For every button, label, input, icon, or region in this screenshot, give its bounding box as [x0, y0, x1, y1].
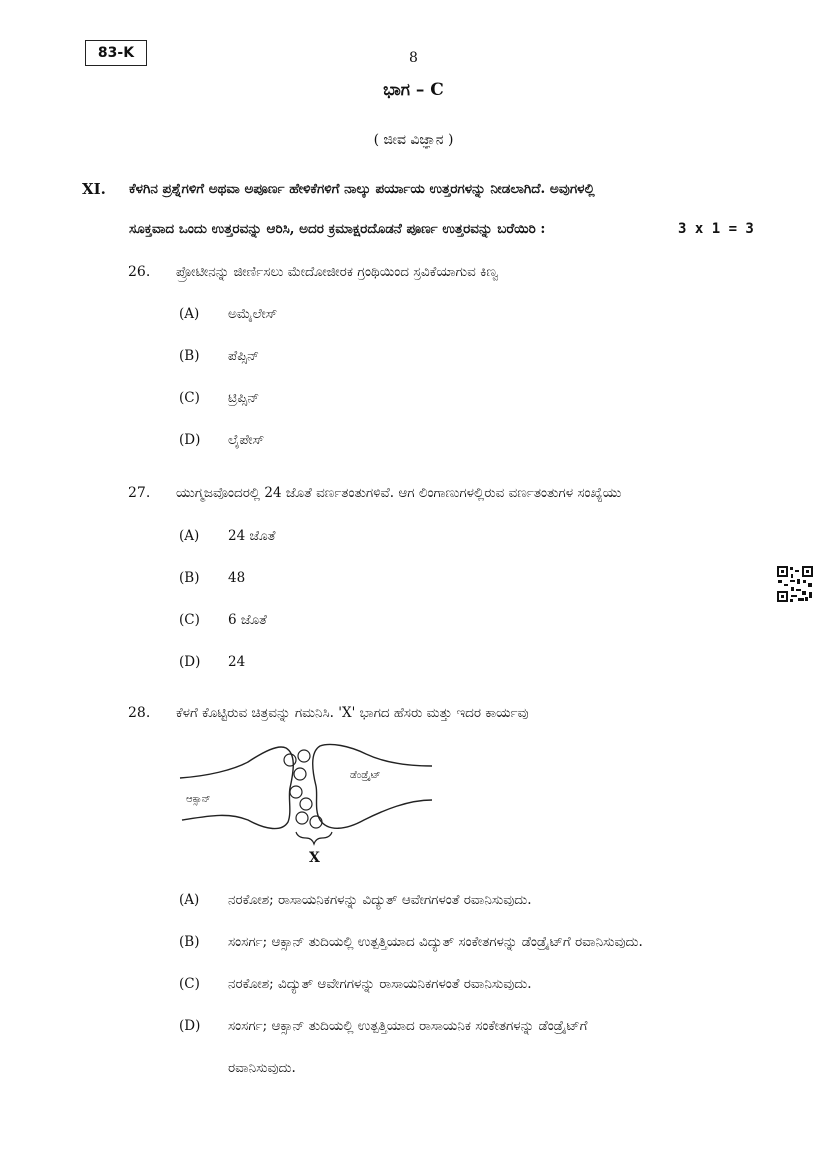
- dendrite-label: ಡೆಂಡ್ರೈಟ್: [350, 770, 381, 781]
- option-text: ಸಂಸರ್ಗ; ಆಕ್ಸಾನ್ ತುದಿಯಲ್ಲಿ ಉತ್ಪತ್ತಿಯಾದ ವಿದ್ಯುತ್ ಸಂಕೇತಗಳನ್ನು ಡೆಂಡ್ರೈಟ್‌ಗೆ ರವಾನಿಸುವುದು.: [228, 934, 643, 950]
- vesicle: [284, 754, 296, 766]
- question-text: ಯುಗ್ಮಜವೊಂದರಲ್ಲಿ 24 ಜೊತೆ ವರ್ಣತಂತುಗಳಿವೆ. ಆಗ ಲಿಂಗಾಣುಗಳಲ್ಲಿರುವ ವರ್ಣತಂತುಗಳ ಸಂಖ್ಯೆಯು: [176, 485, 622, 501]
- option-text: ಸಂಸರ್ಗ; ಆಕ್ಸಾನ್ ತುದಿಯಲ್ಲಿ ಉತ್ಪತ್ತಿಯಾದ ರಾಸಾಯನಿಕ ಸಂಕೇತಗಳನ್ನು ಡೆಂಡ್ರೈಟ್‌ಗೆ: [228, 1018, 588, 1034]
- question-number: 27.: [128, 485, 151, 501]
- option-label: (D): [179, 432, 201, 448]
- paper-code: 83-K: [97, 45, 135, 61]
- vesicle: [296, 812, 308, 824]
- x-label: X: [309, 850, 320, 866]
- vesicle: [300, 798, 312, 810]
- option-text: 24: [228, 654, 246, 670]
- question-text: ಕೆಳಗೆ ಕೊಟ್ಟಿರುವ ಚಿತ್ರವನ್ನು ಗಮನಿಸಿ. 'X' ಭಾಗದ ಹೆಸರು ಮತ್ತು ಇದರ ಕಾರ್ಯವು: [176, 705, 529, 721]
- section-instruction-line1: ಕೆಳಗಿನ ಪ್ರಶ್ನೆಗಳಿಗೆ ಅಥವಾ ಅಪೂರ್ಣ ಹೇಳಿಕೆಗಳಿಗೆ ನಾಲ್ಕು ಪರ್ಯಾಯ ಉತ್ತರಗಳನ್ನು ನೀಡಲಾಗಿದೆ. ಅವುಗಳಲ್ಲಿ: [129, 181, 595, 197]
- part-title: ಭಾಗ – C: [383, 80, 444, 100]
- option-text: 6 ಜೊತೆ: [228, 612, 267, 628]
- question-number: 28.: [128, 705, 151, 721]
- axon-label: ಆಕ್ಸಾನ್: [186, 794, 211, 805]
- option-text: ಲೈಪೇಸ್: [228, 432, 265, 448]
- option-text: 24 ಜೊತೆ: [228, 528, 276, 544]
- option-label: (A): [179, 528, 200, 544]
- option-label: (B): [179, 934, 200, 950]
- option-text: ಟ್ರಿಪ್ಸಿನ್: [228, 390, 260, 406]
- synapse-diagram: [178, 740, 438, 870]
- option-text: 48: [228, 570, 246, 586]
- question-text: ಪ್ರೋಟೀನನ್ನು ಜೀರ್ಣಿಸಲು ಮೇದೋಜೀರಕ ಗ್ರಂಥಿಯಿಂದ ಸ್ರವಿಕೆಯಾಗುವ ಕಿಣ್ವ: [176, 264, 499, 280]
- section-instruction-line2: ಸೂಕ್ತವಾದ ಒಂದು ಉತ್ತರವನ್ನು ಆರಿಸಿ, ಅದರ ಕ್ರಮಾಕ್ಷರದೊಡನೆ ಪೂರ್ಣ ಉತ್ತರವನ್ನು ಬರೆಯಿರಿ :: [129, 221, 546, 237]
- option-label: (B): [179, 348, 200, 364]
- qr-code-icon: [776, 565, 814, 603]
- vesicle: [310, 816, 322, 828]
- option-text: ನರಕೋಶ; ವಿದ್ಯುತ್ ಆವೇಗಗಳನ್ನು ರಾಸಾಯನಿಕಗಳಂತೆ ರವಾನಿಸುವುದು.: [228, 976, 532, 992]
- vesicle: [294, 768, 306, 780]
- option-text: ನರಕೋಶ; ರಾಸಾಯನಿಕಗಳನ್ನು ವಿದ್ಯುತ್ ಆವೇಗಗಳಂತೆ ರವಾನಿಸುವುದು.: [228, 892, 532, 908]
- option-label: (B): [179, 570, 200, 586]
- vesicle: [290, 786, 302, 798]
- option-label: (C): [179, 612, 200, 628]
- option-text: ಅಮೈಲೇಸ್: [228, 306, 278, 322]
- option-text-continued: ರವಾನಿಸುವುದು.: [228, 1060, 296, 1076]
- option-text: ಪೆಪ್ಸಿನ್: [228, 348, 260, 364]
- option-label: (C): [179, 390, 200, 406]
- cleft-brace: [296, 832, 332, 844]
- section-number: XI.: [82, 180, 106, 198]
- axon-terminal-outline: [180, 747, 293, 829]
- section-marks: 3 x 1 = 3: [678, 221, 754, 237]
- option-label: (A): [179, 892, 200, 908]
- subject-title: ( ಜೀವ ವಿಜ್ಞಾನ ): [373, 132, 454, 148]
- option-label: (D): [179, 1018, 201, 1034]
- vesicle: [298, 750, 310, 762]
- option-label: (A): [179, 306, 200, 322]
- dendrite-outline: [313, 744, 432, 828]
- option-label: (D): [179, 654, 201, 670]
- option-label: (C): [179, 976, 200, 992]
- page-number: 8: [409, 50, 418, 66]
- question-number: 26.: [128, 264, 151, 280]
